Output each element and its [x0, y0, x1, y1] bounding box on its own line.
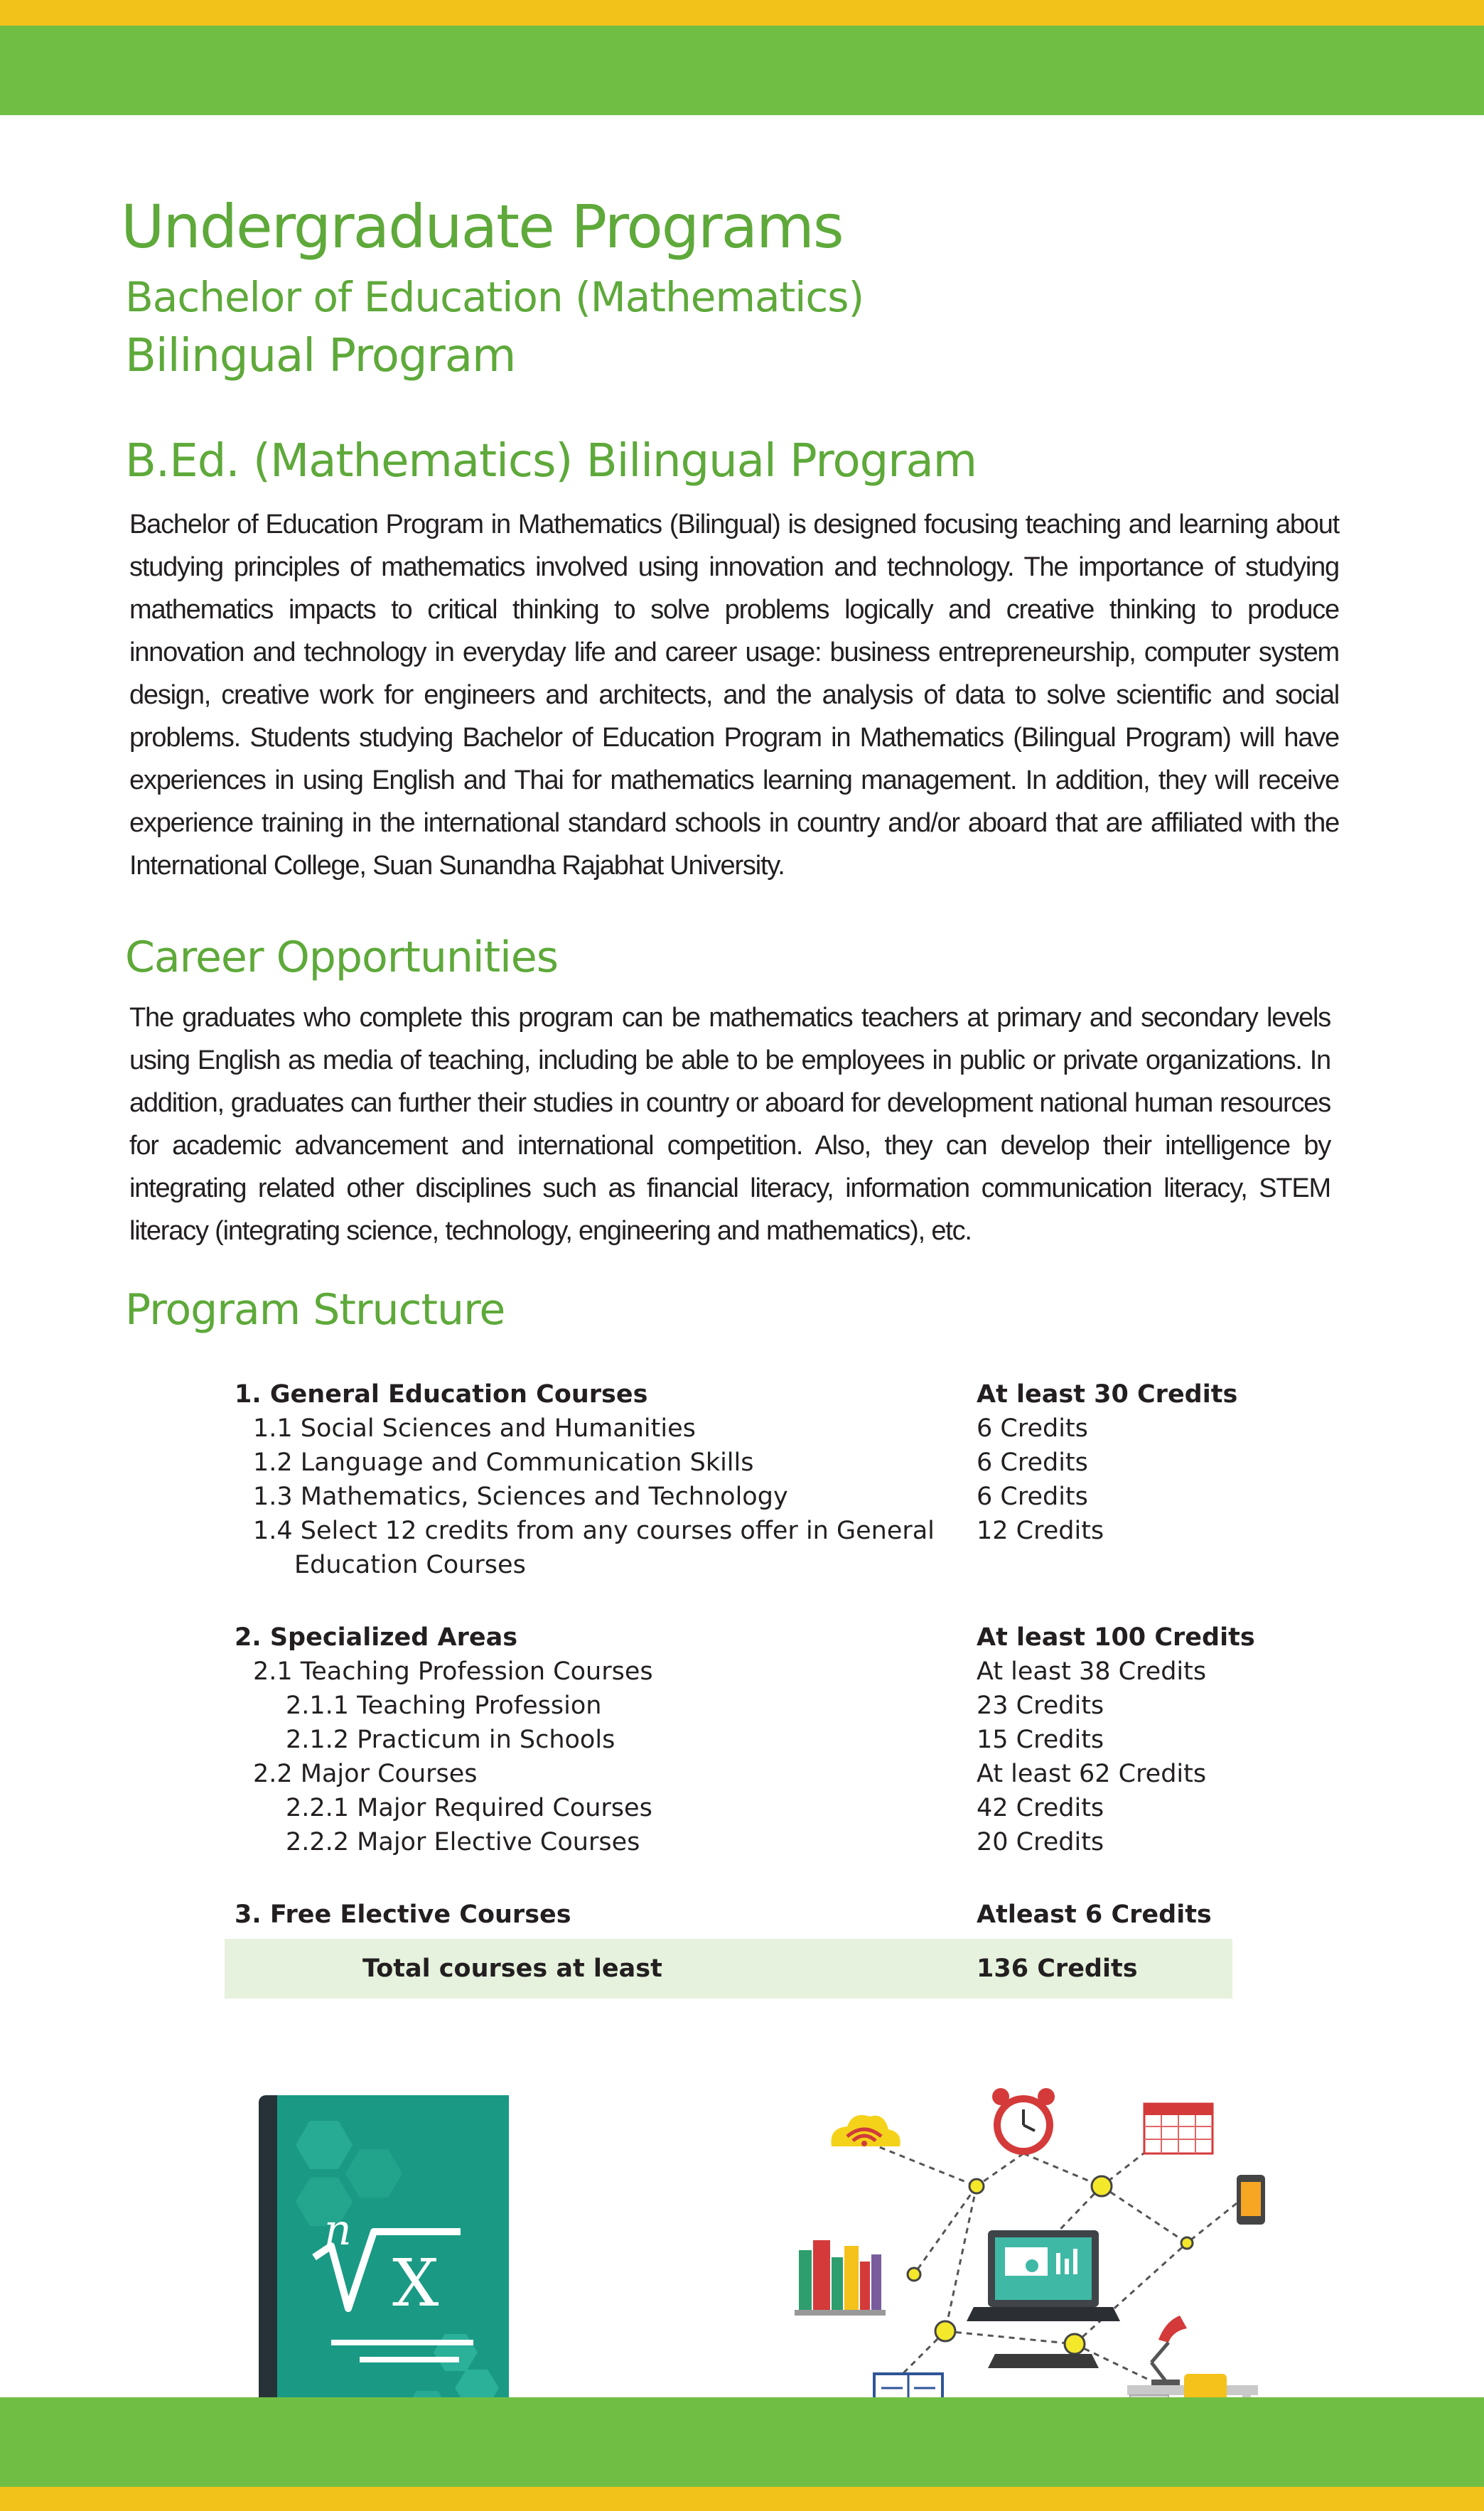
- row-credits: 42 Credits: [977, 1794, 1104, 1822]
- row-label: 2.1 Teaching Profession Courses: [253, 1657, 653, 1686]
- overview-heading: B.Ed. (Mathematics) Bilingual Program: [125, 435, 977, 488]
- row-credits: 6 Credits: [977, 1483, 1088, 1511]
- table-row: [0, 1723, 1484, 1757]
- table-row: [0, 1825, 1484, 1859]
- row-label: 1.4 Select 12 credits from any courses offer in General: [253, 1517, 935, 1545]
- table-row: [0, 1689, 1484, 1723]
- table-row: [0, 1655, 1484, 1689]
- table-row: [0, 1548, 1484, 1582]
- row-credits: 6 Credits: [977, 1414, 1088, 1443]
- row-credits: Atleast 6 Credits: [977, 1900, 1212, 1929]
- table-row: [0, 1791, 1484, 1825]
- row-credits: 6 Credits: [977, 1448, 1088, 1477]
- desk-lamp-icon: [1151, 2316, 1187, 2385]
- row-credits: At least 62 Credits: [977, 1760, 1207, 1788]
- bottom-yellow-band: [0, 2487, 1484, 2511]
- table-row: [0, 1620, 1484, 1655]
- row-credits: 23 Credits: [977, 1692, 1104, 1720]
- career-heading: Career Opportunities: [125, 932, 558, 982]
- top-yellow-band: [0, 0, 1484, 26]
- total-row: [0, 1952, 1484, 1986]
- calendar-icon: [1144, 2104, 1213, 2154]
- total-label: Total courses at least: [362, 1955, 662, 1983]
- row-label: 1.1 Social Sciences and Humanities: [253, 1414, 696, 1443]
- smartphone-icon: [1237, 2175, 1265, 2225]
- books-shelf-icon: [795, 2240, 886, 2316]
- table-row: [0, 1898, 1484, 1932]
- row-label: 3. Free Elective Courses: [235, 1900, 571, 1929]
- row-credits: 12 Credits: [977, 1517, 1104, 1545]
- row-credits: At least 30 Credits: [977, 1380, 1238, 1409]
- page-title: Undergraduate Programs: [121, 192, 843, 262]
- table-row: [0, 1480, 1484, 1514]
- table-row: [0, 1446, 1484, 1480]
- row-label: 2.1.2 Practicum in Schools: [286, 1726, 615, 1754]
- root-radicand: X: [392, 2245, 439, 2321]
- table-row: [0, 1757, 1484, 1791]
- row-label: 2.2.1 Major Required Courses: [286, 1794, 652, 1822]
- row-label: 2. Specialized Areas: [235, 1623, 518, 1652]
- wifi-cloud-icon: [831, 2115, 900, 2146]
- bottom-green-band: [0, 2397, 1484, 2487]
- total-credits: 136 Credits: [977, 1955, 1138, 1983]
- structure-heading: Program Structure: [125, 1285, 505, 1335]
- row-credits: At least 100 Credits: [977, 1623, 1255, 1652]
- career-paragraph: The graduates who complete this program can be mathematics teachers at primary and secondary levels using English as media of teaching, including be able to be employees in public or private organizations. In addition, graduates can further their studies in country or aboard for development national human resources for academic advancement and international competition. Also, they can develop their intelligence by integrating related other disciplines such as financial literacy, information communication literacy, STEM literacy (integrating science, technology, engineering and mathematics), etc.: [129, 1003, 1330, 1246]
- row-credits: At least 38 Credits: [977, 1657, 1207, 1686]
- program-subtitle: Bachelor of Education (Mathematics): [125, 273, 864, 321]
- program-subtitle-bilingual: Bilingual Program: [125, 330, 516, 382]
- row-label: 1.3 Mathematics, Sciences and Technology: [253, 1483, 788, 1511]
- row-label: Education Courses: [294, 1551, 526, 1579]
- row-label: 2.1.1 Teaching Profession: [286, 1692, 602, 1720]
- math-book-icon: [253, 2092, 516, 2448]
- top-green-band: [0, 26, 1484, 115]
- row-label: 1.2 Language and Communication Skills: [253, 1448, 754, 1477]
- row-credits: 15 Credits: [977, 1726, 1104, 1754]
- row-label: 2.2.2 Major Elective Courses: [286, 1828, 640, 1856]
- row-credits: 20 Credits: [977, 1828, 1104, 1856]
- table-row: [0, 1412, 1484, 1446]
- alarm-clock-icon: [992, 2088, 1055, 2155]
- table-row: [0, 1514, 1484, 1548]
- row-label: 1. General Education Courses: [235, 1380, 648, 1409]
- laptop-icon: [967, 2230, 1120, 2368]
- row-label: 2.2 Major Courses: [253, 1760, 478, 1788]
- table-row: [0, 1377, 1484, 1412]
- overview-paragraph: Bachelor of Education Program in Mathematics (Bilingual) is designed focusing teaching and learning about studying principles of mathematics involved using innovation and technology. The importance of studying mathematics impacts to critical thinking to solve problems logically and creative thinking to produce innovation and technology in everyday life and career usage: business entrepreneurship, computer system design, creative work for engineers and architects, and the analysis of data to solve scientific and social problems. Students studying Bachelor of Education Program in Mathematics (Bilingual Program) will have experiences in using English and Thai for mathematics learning management. In addition, they will receive experience training in the international standard schools in country and/or aboard that are affiliated with the International College, Suan Sunandha Rajabhat University.: [129, 510, 1339, 881]
- root-index: n: [324, 2205, 352, 2255]
